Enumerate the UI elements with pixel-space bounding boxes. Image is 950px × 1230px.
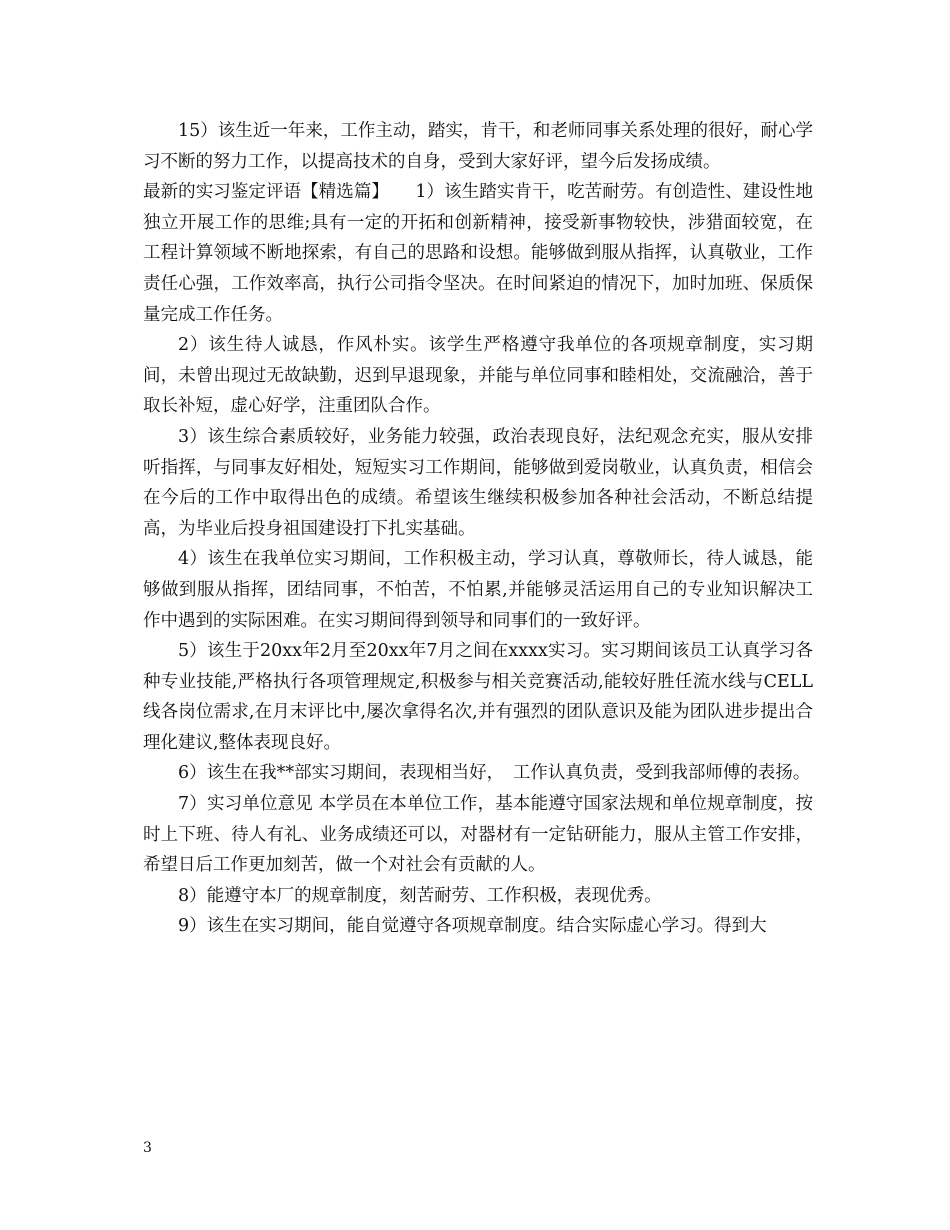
paragraph-5: 5）该生于20xx年2月至20xx年7月之间在xxxx实习。实习期间该员工认真学习各种专业技能,严格执行各项管理规定,积极参与相关竞赛活动,能较好胜任流水线与CELL线各岗位需求,在月末评比中,屡次拿得名次,并有强烈的团队意识及能为团队进步提出合理化建议,整体表现良好。 xyxy=(143,641,813,753)
page-number: 3 xyxy=(143,1140,152,1156)
document-body xyxy=(143,116,813,942)
paragraph-15: 15）该生近一年来，工作主动，踏实，肯干，和老师同事关系处理的很好，耐心学习不断的努力工作，以提高技术的自身，受到大家好评，望今后发扬成绩。 xyxy=(143,121,813,172)
paragraph-9: 9）该生在实习期间，能自觉遵守各项规章制度。结合实际虚心学习。得到大 xyxy=(178,916,767,937)
paragraph-7: 7）实习单位意见 本学员在本单位工作，基本能遵守国家法规和单位规章制度，按时上下班、待人有礼、业务成绩还可以，对器材有一定钻研能力，服从主管工作安排，希望日后工作更加刻苦，做一个对社会有贡献的人。 xyxy=(143,794,813,876)
paragraph-6: 6）该生在我**部实习期间，表现相当好， 工作认真负责，受到我部师傅的表扬。 xyxy=(178,763,811,784)
paragraph-3: 3）该生综合素质较好，业务能力较强，政治表现良好，法纪观念充实，服从安排听指挥，与同事友好相处，短短实习工作期间，能够做到爱岗敬业，认真负责，相信会在今后的工作中取得出色的成绩。希望该生继续积极参加各种社会活动，不断总结提高，为毕业后投身祖国建设打下扎实基础。 xyxy=(143,426,813,539)
paragraph-8: 8）能遵守本厂的规章制度，刻苦耐劳、工作积极，表现优秀。 xyxy=(178,885,662,906)
paragraph-2: 2）该生待人诚恳，作风朴实。该学生严格遵守我单位的各项规章制度，实习期间，未曾出现过无故缺勤，迟到早退现象，并能与单位同事和睦相处，交流融洽，善于取长补短，虚心好学，注重团队合作。 xyxy=(143,335,813,417)
paragraph-4: 4）该生在我单位实习期间，工作积极主动，学习认真，尊敬师长，待人诚恳，能够做到服从指挥，团结同事，不怕苦，不怕累,并能够灵活运用自己的专业知识解决工作中遇到的实际困难。在实习期间得到领导和同事们的一致好评。 xyxy=(143,549,813,631)
paragraph-heading-and-1: 最新的实习鉴定评语【精选篇】 1）该生踏实肯干，吃苦耐劳。有创造性、建设性地独立开展工作的思维;具有一定的开拓和创新精神，接受新事物较快，涉猎面较宽，在工程计算领域不断地探索，有自己的思路和设想。能够做到服从指挥，认真敬业，工作责任心强，工作效率高，执行公司指令坚决。在时间紧迫的情况下，加时加班、保质保量完成工作任务。 xyxy=(143,182,813,325)
